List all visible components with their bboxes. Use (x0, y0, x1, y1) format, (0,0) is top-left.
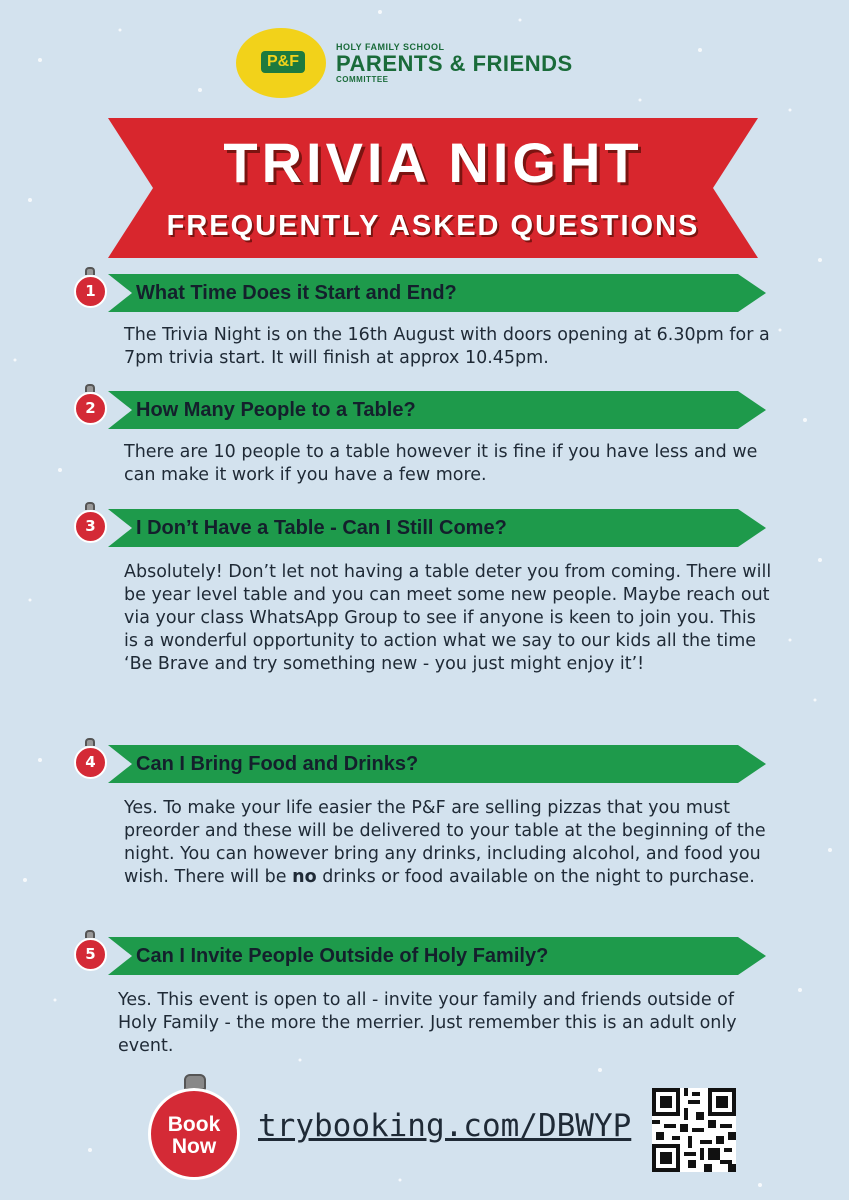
question-text: How Many People to a Table? (136, 399, 416, 421)
answer-text: Yes. To make your life easier the P&F are selling pizzas that you must preorder and these will be delivered to your table at the beginning of the night. You can however bring any drinks, including alcohol, and food you wish. There will be (124, 798, 766, 887)
logo-badge: P&F (261, 51, 305, 73)
answer-emphasis: no (292, 867, 317, 887)
ornament-number-icon: 2 (74, 392, 107, 425)
faq-answer-4 (124, 797, 774, 889)
book-now-button[interactable] (148, 1088, 240, 1180)
page-title: TRIVIA NIGHT (223, 131, 643, 194)
logo-school-name: HOLY FAMILY SCHOOL (336, 42, 445, 52)
ornament-cap-icon (85, 384, 95, 392)
answer-text: drinks or food available on the night to purchase. (322, 867, 755, 887)
question-text: Can I Invite People Outside of Holy Family? (136, 945, 549, 967)
question-text: Can I Bring Food and Drinks? (136, 753, 419, 775)
faq-answer-1: The Trivia Night is on the 16th August with doors opening at 6.30pm for a 7pm trivia start. It will finish at approx 10.45pm. (124, 325, 770, 368)
faq-question-3 (70, 507, 770, 551)
ornament-cap-icon (85, 267, 95, 275)
pf-logo (236, 28, 616, 98)
page-subtitle: FREQUENTLY ASKED QUESTIONS (166, 210, 700, 242)
faq-question-4 (70, 743, 770, 787)
book-now-line1: Book (167, 1113, 221, 1136)
faq-question-1 (70, 272, 770, 316)
ornament-cap-icon (85, 738, 95, 746)
faq-answer-5: Yes. This event is open to all - invite your family and friends outside of Holy Family - the more the merrier. Just remember this is an adult only event. (118, 990, 737, 1056)
logo-title: PARENTS & FRIENDS (336, 51, 573, 76)
title-banner (108, 118, 758, 258)
ornament-number-icon: 5 (74, 938, 107, 971)
logo-committee: COMMITTEE (336, 75, 389, 85)
question-text: I Don’t Have a Table - Can I Still Come? (136, 517, 507, 539)
question-text: What Time Does it Start and End? (136, 282, 457, 304)
logo-text (336, 42, 573, 84)
faq-question-2 (70, 389, 770, 433)
faq-answer-3: Absolutely! Don’t let not having a table deter you from coming. There will be year level table and you can meet some new people. Maybe reach out via your class WhatsApp Group to see if anyone is keen to join you. This is a wonderful opportunity to action what we say to our kids all the time ‘Be Brave and try something new - you just might enjoy it’! (124, 562, 772, 674)
ornament-number-icon: 4 (74, 746, 107, 779)
ornament-cap-icon (85, 502, 95, 510)
faq-question-5 (70, 935, 770, 979)
ornament-number-icon: 3 (74, 510, 107, 543)
ornament-cap-icon (85, 930, 95, 938)
booking-link[interactable]: trybooking.com/DBWYP (258, 1108, 632, 1144)
ornament-number-icon: 1 (74, 275, 107, 308)
logo-emblem (236, 28, 326, 98)
faq-answer-2: There are 10 people to a table however it is fine if you have less and we can make it work if you have a few more. (124, 442, 758, 485)
book-now-line2: Now (171, 1135, 217, 1158)
qr-code-icon[interactable] (652, 1088, 736, 1172)
